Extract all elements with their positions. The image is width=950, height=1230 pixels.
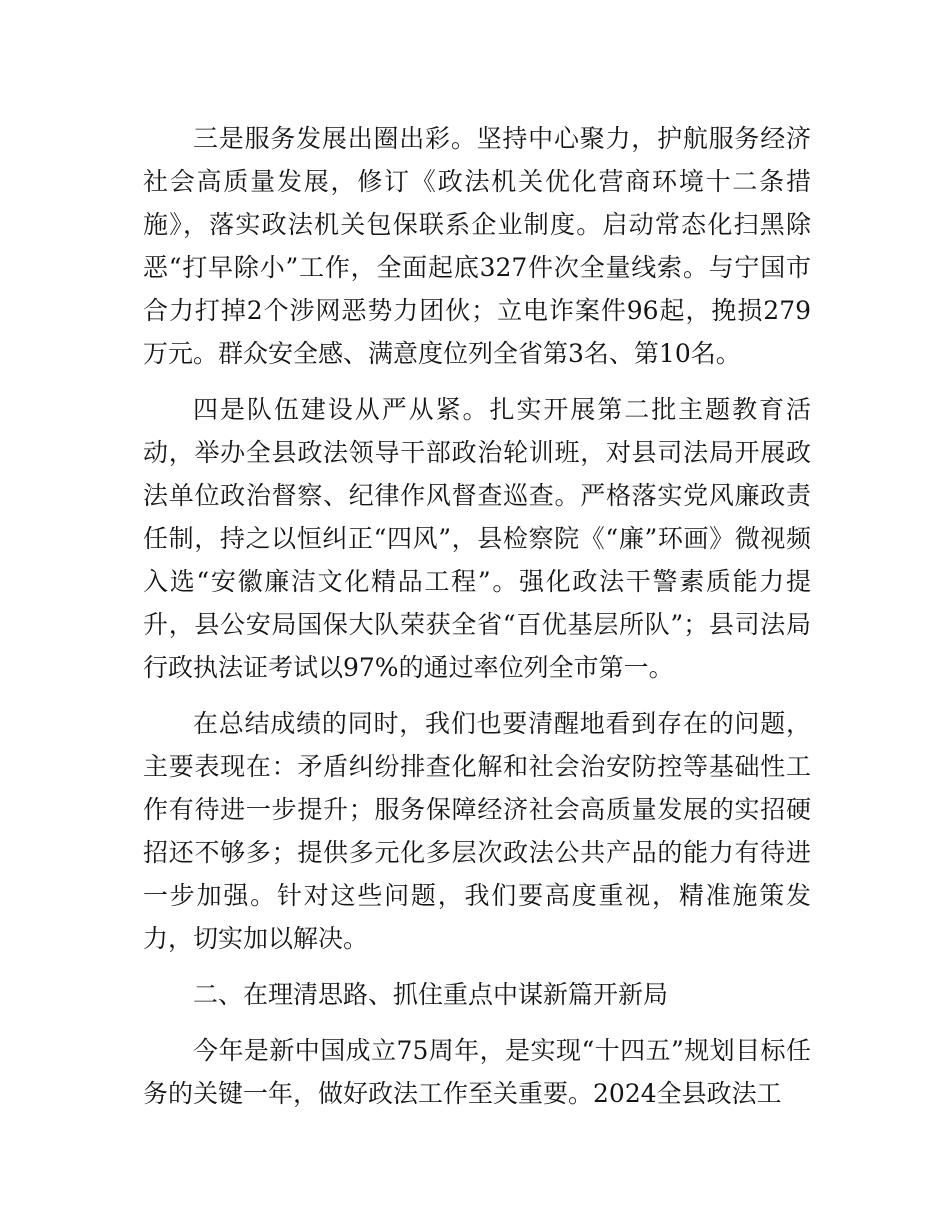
section-heading: 二、在理清思路、抓住重点中谋新篇开新局 — [193, 980, 669, 1009]
document-body — [143, 117, 811, 1128]
paragraph-problems: 在总结成绩的同时，我们也要清醒地看到存在的问题，主要表现在：矛盾纠纷排查化解和社会治安防控等基础性工作有待进一步提升；服务保障经济社会高质量发展的实招硬招还不够多；提供多元化多层次政法公共产品的能力有待进一步加强。针对这些问题，我们要高度重视，精准施策发力，切实加以解决。 — [143, 709, 811, 953]
paragraph-closing: 今年是新中国成立75周年，是实现“十四五”规划目标任务的关键一年，做好政法工作至关重要。2024全县政法工 — [143, 1036, 811, 1108]
paragraph-team-building: 四是队伍建设从严从紧。扎实开展第二批主题教育活动，举办全县政法领导干部政治轮训班，对县司法局开展政法单位政治督察、纪律作风督查巡查。严格落实党风廉政责任制，持之以恒纠正“四风”，县检察院《“廉”环画》微视频入选“安徽廉洁文化精品工程”。强化政法干警素质能力提升，县公安局国保大队荣获全省“百优基层所队”；县司法局行政执法证考试以97%的通过率位列全市第一。 — [143, 395, 811, 682]
paragraph-service-development: 三是服务发展出圈出彩。坚持中心聚力，护航服务经济社会高质量发展，修订《政法机关优化营商环境十二条措施》，落实政法机关包保联系企业制度。启动常态化扫黑除恶“打早除小”工作，全面起底327件次全量线索。与宁国市合力打掉2个涉网恶势力团伙；立电诈案件96起，挽损279万元。群众安全感、满意度位列全省第3名、第10名。 — [143, 124, 811, 368]
